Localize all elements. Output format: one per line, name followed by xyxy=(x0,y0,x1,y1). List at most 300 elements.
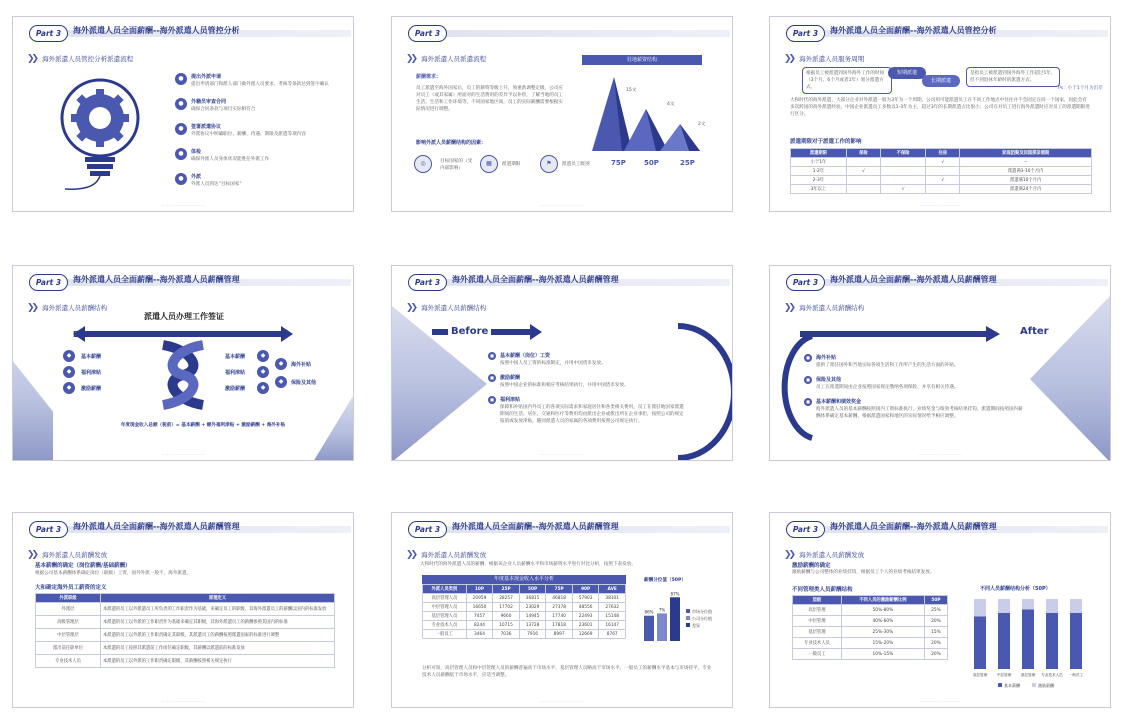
bar-label: 86% xyxy=(644,609,654,615)
table-cell: 小于1年 xyxy=(791,158,847,167)
table-cell: 28257 xyxy=(493,594,520,603)
table-cell xyxy=(846,185,880,194)
part-badge: Part 3 xyxy=(786,274,825,291)
bullet-icon: ■ xyxy=(488,374,496,382)
slide-title: 海外派遣人员全面薪酬--海外派遣人员薪酬管理 xyxy=(452,275,619,284)
factor-2 xyxy=(480,155,498,173)
bar xyxy=(657,613,667,641)
table-cell: √ xyxy=(881,185,926,194)
slide-4[interactable] xyxy=(12,265,354,461)
item-title: 保险及其他 xyxy=(816,377,842,383)
chart-title: 不同人员薪酬结构分析（50P） xyxy=(980,586,1051,592)
bar-label: 87% xyxy=(670,591,680,597)
percentile-bar-chart xyxy=(640,587,720,657)
long-term-tag: 长期派遣 xyxy=(922,75,960,87)
table-cell xyxy=(926,167,960,176)
factor-label: 派遣期限 xyxy=(502,162,521,167)
step-desc: 提出申请部门和派人部门做外派人员要求、考核等条款达到签字确认 xyxy=(191,82,329,87)
before-item-label: 激励薪酬 xyxy=(81,386,102,392)
arc-shape xyxy=(776,332,816,442)
step-number-icon: ● xyxy=(175,148,187,160)
table-cell: 27378 xyxy=(546,603,573,612)
table-row xyxy=(423,630,626,639)
slide-title: 海外派遣人员全面薪酬--海外派遣人员管控分析 xyxy=(830,26,997,35)
table-cell: 14945 xyxy=(519,612,546,621)
table-row xyxy=(791,167,1092,176)
table-cell: 中层管理 xyxy=(793,616,842,627)
section-heading: 激励薪酬的确定 xyxy=(792,563,831,569)
table-cell: √ xyxy=(926,158,960,167)
item-icon: ◆ xyxy=(257,366,269,378)
item-desc: 员工在派遣期间由企业按照国家规定缴纳各项保险，并享有相关待遇。 xyxy=(816,385,959,390)
table-cell: 本派遣的员工以外派的工作职责作为基础来确定其职级，其海外派遣员工的薪酬参照其国内的标准 xyxy=(101,616,335,629)
table-header-row xyxy=(791,149,1092,158)
level-icon: ⚑ xyxy=(540,155,558,173)
step-title: 体检 xyxy=(191,149,202,155)
footer-text: — — — — — — — — — — — xyxy=(161,203,205,207)
bullet-icon: ■ xyxy=(804,398,812,406)
legend-swatch xyxy=(686,623,690,627)
short-term-box: 根据员工被派遣到国外海外工作的时间（3个月、6个月或者1年）划分派遣方式。 xyxy=(802,67,892,94)
knot-graphic xyxy=(153,340,213,410)
slide-1[interactable] xyxy=(12,16,354,212)
table-cell: 8244 xyxy=(466,621,493,630)
subtitle: ❯❯ 海外派遣人员薪酬发放 xyxy=(784,549,865,560)
table-cell: 中层管理人员 xyxy=(423,603,467,612)
double-chevron-icon: ❯❯ xyxy=(27,53,37,64)
table-cell: 50%-80% xyxy=(841,605,924,616)
table-cell: 1-2年 xyxy=(791,167,847,176)
part-badge: Part 3 xyxy=(408,274,447,291)
table-cell: 23601 xyxy=(572,621,599,630)
column-header: AVE xyxy=(599,585,626,594)
category-label: 专业技术人员 xyxy=(1041,673,1063,677)
after-label: After xyxy=(265,330,288,339)
table-cell: 8997 xyxy=(546,630,573,639)
footer-text: — — — — — — — — — — — xyxy=(161,452,205,456)
bar-incentive xyxy=(998,599,1010,613)
item-icon: ◆ xyxy=(257,350,269,362)
table-row xyxy=(793,616,948,627)
part-badge: Part 3 xyxy=(29,521,68,538)
item-desc: 海外派遣人员的基本薪酬按照国内工资标准执行，业绩奖金与绩效考核结果挂钩，派遣期间按照国内薪酬体系确定基本薪酬，根据派遣国家和地区的实际情况给予相应调整。 xyxy=(816,407,1023,419)
table-row xyxy=(791,158,1092,167)
subtitle: ❯❯ 海外派遣人员派遣流程 xyxy=(406,53,487,64)
table-cell: 一般员工 xyxy=(423,630,467,639)
slide-title: 海外派遣人员全面薪酬--海外派遣人员薪酬管理 xyxy=(73,522,240,531)
chart-title: 薪酬分位值（50P） xyxy=(644,578,686,583)
item-title: 基本薪酬和绩效奖金 xyxy=(816,399,862,405)
before-item-label: 基本薪酬 xyxy=(81,354,102,360)
factor-label: 派遣员工级别 xyxy=(562,162,590,167)
table-cell: 派遣满24个月内 xyxy=(960,185,1092,194)
table-cell: 22493 xyxy=(572,612,599,621)
tower-label-3: 25P xyxy=(680,159,695,167)
column-header: 派遣期限 xyxy=(791,149,847,158)
table-cell: 40%-60% xyxy=(841,616,924,627)
double-chevron-icon: ❯❯ xyxy=(784,549,794,560)
table-cell: 一般员工 xyxy=(793,649,842,660)
slide-3[interactable] xyxy=(769,16,1111,212)
tower-label-2: 50P xyxy=(644,159,659,167)
tower-chart-title: 驻地薪资结构 xyxy=(582,55,702,65)
part-badge: Part 3 xyxy=(29,25,68,42)
extra-item-label: 保险及其他 xyxy=(291,380,317,386)
slide-8[interactable] xyxy=(391,512,733,708)
table-row xyxy=(791,176,1092,185)
table-cell: 高级管理层 xyxy=(36,616,101,629)
bar-base xyxy=(1070,613,1082,669)
table-cell: 13728 xyxy=(519,621,546,630)
column-header: 原理定义 xyxy=(101,594,335,603)
item-icon: ◆ xyxy=(63,366,75,378)
double-chevron-icon: ❯❯ xyxy=(406,302,416,313)
part-badge: Part 3 xyxy=(786,25,825,42)
bullet-icon: ■ xyxy=(804,376,812,384)
table-cell: 基层管理人员 xyxy=(423,612,467,621)
part-badge: Part 3 xyxy=(786,521,825,538)
double-chevron-icon: ❯❯ xyxy=(784,53,794,64)
table-cell: 本派遣的员工按照其派遣前工作岗位确定职级，其薪酬以派遣前的标准发放 xyxy=(101,642,335,655)
table-cell: 15%-20% xyxy=(841,638,924,649)
footer-text: — — — — — — — — — — — xyxy=(540,203,584,207)
table-cell: 25%-30% xyxy=(841,627,924,638)
step-desc: 确保外派人员身体状况能胜任外派工作 xyxy=(191,157,270,162)
table-cell: 7916 xyxy=(519,630,546,639)
slide-title: 海外派遣人员全面薪酬--海外派遣人员薪酬管理 xyxy=(73,275,240,284)
column-header: 住房 xyxy=(926,149,960,158)
table-cell: 38101 xyxy=(599,594,626,603)
slide-title: 海外派遣人员全面薪酬--海外派遣人员管控分析 xyxy=(73,26,240,35)
table-row xyxy=(36,629,335,642)
table-row xyxy=(423,612,626,621)
bullet-icon: ■ xyxy=(488,352,496,360)
table-row xyxy=(793,649,948,660)
double-chevron-icon: ❯❯ xyxy=(784,302,794,313)
bar-base xyxy=(1046,613,1058,669)
table-title: 大和确定海外员工薪资的定义 xyxy=(35,585,107,591)
subtitle: ❯❯ 海外派遣人员薪酬发放 xyxy=(27,549,108,560)
table-cell: √ xyxy=(846,167,880,176)
table-cell: 基层管理 xyxy=(793,627,842,638)
city-skyline-image xyxy=(1030,296,1110,461)
footer-text: — — — — — — — — — — — xyxy=(540,452,584,456)
before-label: Before xyxy=(448,326,491,337)
footer-text: — — — — — — — — — — — xyxy=(918,452,962,456)
item-desc: 提供了派驻国外和当地实际各项生活和工作所产生的生活方面的补贴。 xyxy=(816,363,959,368)
table-cell: 8767 xyxy=(599,630,626,639)
table-row xyxy=(791,185,1092,194)
table-cell: 16147 xyxy=(599,621,626,630)
step-desc: 外派协议中明确职位、薪酬、待遇、期限及派遣等项内容 xyxy=(191,132,306,137)
column-header: 50P xyxy=(519,585,546,594)
table-row xyxy=(36,616,335,629)
table-cell xyxy=(881,176,926,185)
table-cell: 20959 xyxy=(466,594,493,603)
category-label: 高层管理 xyxy=(972,673,988,677)
table-row xyxy=(36,603,335,616)
step-number-icon: ● xyxy=(175,73,187,85)
body-text: 员工派遣至海外国家后，员工的薪资等级上升，须重新调整定级，公司应对员工（或其家属）所面对的生活费用的差异予以补偿，了解当地的员工生活、生活和工作环境等，不同国家地区间，员工的实际薪酬需要根据实际情况进行调整。 xyxy=(416,86,564,112)
bar xyxy=(670,597,680,641)
double-chevron-icon: ❯❯ xyxy=(406,53,416,64)
table-row xyxy=(36,655,335,668)
category-label: 中层管理 xyxy=(996,673,1012,677)
table-cell: 10%-15% xyxy=(841,649,924,660)
table-cell: 46818 xyxy=(546,594,573,603)
table-cell: √ xyxy=(926,176,960,185)
subtitle: ❯❯ 海外派遣人员服务周期 xyxy=(784,53,865,64)
stacked-bar-chart xyxy=(968,595,1098,695)
column-header: 保险 xyxy=(846,149,880,158)
table-cell: 25% xyxy=(924,605,947,616)
column-header: 50P xyxy=(924,596,947,605)
income-table xyxy=(422,584,626,639)
table-cell: 23029 xyxy=(519,603,546,612)
table-cell: 17702 xyxy=(493,603,520,612)
tower-chart xyxy=(588,69,718,159)
calendar-icon: ▦ xyxy=(480,155,498,173)
table-cell: 48556 xyxy=(572,603,599,612)
slide-title: 海外派遣人员全面薪酬--海外派遣人员薪酬管理 xyxy=(830,522,997,531)
item-icon: ◆ xyxy=(63,350,75,362)
slide-5[interactable] xyxy=(391,265,733,461)
table-cell: 高层管理 xyxy=(793,605,842,616)
bar-incentive xyxy=(974,599,986,617)
step-title: 签署派遣协议 xyxy=(191,124,222,130)
category-label: 一般员工 xyxy=(1068,673,1084,677)
column-header: 75P xyxy=(546,585,573,594)
legend-label: 基本薪酬 xyxy=(1004,683,1020,688)
table-row xyxy=(423,594,626,603)
slide-7[interactable] xyxy=(12,512,354,708)
item-icon: ◆ xyxy=(257,382,269,394)
item-title: 基本薪酬（岗位）工资 xyxy=(500,353,551,359)
table-cell: 27632 xyxy=(599,603,626,612)
bar-incentive xyxy=(1022,599,1034,610)
bar-incentive xyxy=(1070,599,1082,613)
table-cell: 专业技术人员 xyxy=(36,655,101,668)
body-text: 根据公司基本薪酬体系确定岗位（职级）工资，国外外派一般不，海外派遣。 xyxy=(35,571,192,576)
step-title: 提出外派申请 xyxy=(191,74,222,80)
slide-title: 海外派遣人员全面薪酬--海外派遣人员薪酬管理 xyxy=(452,522,619,531)
table-cell: 3年以上 xyxy=(791,185,847,194)
item-desc: 保障和补贴国内外员工的各项实际需求和家庭居住和各类相关费用，员工在派驻地国家派遣期间的生活、居住，交通和医疗等费用均由派出企业或派出所在企业承担，按照公司的规定报销或发放津贴，随同派遣人员的家属的各项费用按照公司规定执行。 xyxy=(500,405,684,424)
note-text: 分析可知，高层管理人员和中层管理人员的薪酬普遍高于市场水平，基层管理人员略高于市场水平。一般员工的薪酬水平基本与市场持平，专业技术人员薪酬低于市场水平，应适当调整。 xyxy=(422,666,712,678)
bar-base xyxy=(998,613,1010,669)
legend-label: 激励薪酬 xyxy=(1038,683,1054,688)
subtitle: ❯❯ 海外派遣人员薪酬发放 xyxy=(406,549,487,560)
legend-swatch xyxy=(686,609,690,613)
slide-6[interactable] xyxy=(769,265,1111,461)
subtitle: ❯❯ 海外派遣人员管控分析派遣流程 xyxy=(27,53,134,64)
subtitle: ❯❯ 海外派遣人员薪酬结构 xyxy=(27,302,108,313)
bar xyxy=(644,616,654,641)
incentive-table xyxy=(792,595,948,660)
table-row xyxy=(423,621,626,630)
header-bar xyxy=(414,30,730,37)
table-title: 派遣期限对于派遣工作的影响 xyxy=(790,139,862,145)
table-cell xyxy=(846,158,880,167)
item-title: 激励薪酬 xyxy=(500,375,521,381)
step-number-icon: ● xyxy=(175,123,187,135)
step-desc: 外派人员到达“目标国家” xyxy=(191,182,242,187)
table-cell: 7036 xyxy=(493,630,520,639)
formula-text: 年度现金收入总额（税前）= 基本薪酬 + 额外福利津贴 + 激励薪酬 + 海外补贴 xyxy=(120,423,286,428)
definition-table xyxy=(35,593,335,668)
table-cell: 16650 xyxy=(466,603,493,612)
tower-label-1: 75P xyxy=(611,159,626,167)
bullet-icon: ■ xyxy=(488,396,496,404)
table-cell xyxy=(926,185,960,194)
double-chevron-icon: ❯❯ xyxy=(27,549,37,560)
table-cell: 本派遣的员工以外派的工作职责确定其职级，其派遣员工的薪酬按照派遣国家的标准进行调整 xyxy=(101,629,335,642)
column-header: 外派职级 xyxy=(36,594,101,603)
lightbulb-gear-icon xyxy=(45,73,155,198)
item-icon: ◆ xyxy=(63,382,75,394)
table-cell: 派遣满10个月内 xyxy=(960,176,1092,185)
before-item-label: 福利津贴 xyxy=(81,370,102,376)
factor-label: 目标国家的（受内部影响） xyxy=(440,159,473,171)
table-cell: 本派遣的员工以外派的工作职责确定职级，其薪酬按照相关规定执行 xyxy=(101,655,335,668)
legend-swatch xyxy=(998,683,1002,687)
item-title: 海外补贴 xyxy=(816,355,837,361)
table-cell xyxy=(881,167,926,176)
category-label: 基层管理 xyxy=(1020,673,1036,677)
table-title: 不同管理类人员薪酬结构 xyxy=(792,587,853,593)
step-desc: 确保合同条款与项目实际相符合 xyxy=(191,107,256,112)
table-cell: 派遣满3-10个月内 xyxy=(960,167,1092,176)
note-text: Ps：小于1个月为出差 xyxy=(1058,86,1103,91)
table-cell: 17740 xyxy=(546,612,573,621)
tower-value-3: 2文 xyxy=(698,122,706,127)
table-row xyxy=(793,627,948,638)
column-header: 外派人员类别 xyxy=(423,585,467,594)
table-cell xyxy=(881,158,926,167)
table-cell: 15% xyxy=(924,627,947,638)
city-skyline-image xyxy=(13,336,53,461)
body-text: 激励薪酬与公司整体的业绩挂钩，根据员工个人的业绩考核结果发放。 xyxy=(792,570,935,575)
after-label: After xyxy=(1020,326,1049,337)
legend-label: 市场分位值 xyxy=(692,609,712,614)
subtitle: ❯❯ 海外派遣人员薪酬结构 xyxy=(784,302,865,313)
arc-shape xyxy=(674,322,733,461)
table-cell: 20% xyxy=(924,616,947,627)
intro-text: 大和时代的海外派遣人员的薪酬，根据该企业人员薪酬水平和市场薪资水平进行对比分析，按照下表发放。 xyxy=(420,562,636,567)
bar-incentive xyxy=(1046,599,1058,613)
column-header: 90P xyxy=(572,585,599,594)
table-cell: 20% xyxy=(924,638,947,649)
double-chevron-icon: ❯❯ xyxy=(406,549,416,560)
tower-value-1: 15文 xyxy=(626,88,637,93)
step-title: 外籍员审查合同 xyxy=(191,99,227,105)
globe-icon: ◎ xyxy=(414,155,432,173)
double-chevron-icon: ❯❯ xyxy=(27,302,37,313)
table-cell: 专业技术人员 xyxy=(423,621,467,630)
table-cell: 高层管理人员 xyxy=(423,594,467,603)
table-cell: -- xyxy=(960,158,1092,167)
bar-base xyxy=(974,617,986,670)
table-cell: 10715 xyxy=(493,621,520,630)
item-desc: 按照中国企业的标准和相应考核结果执行，并用中国货币发放。 xyxy=(500,383,629,388)
arrow-shape xyxy=(800,326,1000,342)
legend-swatch xyxy=(1032,683,1036,687)
footer-text: — — — — — — — — — — — xyxy=(918,699,962,703)
table-title: 年度基本现金收入水平分析 xyxy=(422,575,626,584)
column-header: 不同人员的激励薪酬比例 xyxy=(841,596,924,605)
tower-value-2: 4文 xyxy=(667,102,675,107)
table-cell: 2-3年 xyxy=(791,176,847,185)
banner: 派遣人员办理工作签证 xyxy=(144,312,224,321)
slide-9[interactable] xyxy=(769,512,1111,708)
footer-text: — — — — — — — — — — — xyxy=(161,699,205,703)
table-cell: 20% xyxy=(924,649,947,660)
body-text: 大和时代的海外派遣，大部分企业对外派遣一般为3年为一个周期，公司用可能派遣员工在不同工作地点中往往并不会固定在同一个国家，因此会有多次跨国的海外派遣经验，中国企业派遣员工多数以1-3年为主，超过3年的长期派遣占比很小；公司在对员工进行海外派遣时应对员工的派遣期限进行区分。 xyxy=(790,98,1090,117)
legend-label: 公司分位值 xyxy=(692,616,712,621)
table-header-row xyxy=(793,596,948,605)
extra-item-icon: ◆ xyxy=(275,358,287,370)
extra-item-label: 海外补贴 xyxy=(291,362,312,368)
table-cell: 专业技术人员 xyxy=(793,638,842,649)
column-header: 层级 xyxy=(793,596,842,605)
step-number-icon: ● xyxy=(175,173,187,185)
table-cell: 派出前任职单位 xyxy=(36,642,101,655)
table-cell: 17818 xyxy=(546,621,573,630)
before-label: Before xyxy=(73,330,103,339)
table-cell: 15148 xyxy=(599,612,626,621)
legend-label: 差异 xyxy=(692,623,700,628)
part-badge: Part 3 xyxy=(408,521,447,538)
table-row xyxy=(793,605,948,616)
legend-swatch xyxy=(686,616,690,620)
table-row xyxy=(423,603,626,612)
item-desc: 按照中国人员工资的标准制定，并用中国货币发放。 xyxy=(500,361,606,366)
table-cell xyxy=(846,176,880,185)
slide-2[interactable] xyxy=(391,16,733,212)
table-cell: 9660 xyxy=(493,612,520,621)
column-header: 家庭团聚及回国探亲假期 xyxy=(960,149,1092,158)
extra-item-icon: ◆ xyxy=(275,376,287,388)
table-header-row xyxy=(36,594,335,603)
slide-title: 海外派遣人员全面薪酬--海外派遣人员薪酬管理 xyxy=(830,275,997,284)
table-cell: 中层管理层 xyxy=(36,629,101,642)
table-cell: 本派遣的员工以外派遣员工所负责的工作职责作为基础，来确定员工的职级，其海外派遣员工的薪酬以国内的标准发放 xyxy=(101,603,335,616)
bullet-icon: ■ xyxy=(804,354,812,362)
part-badge: Part 3 xyxy=(29,274,68,291)
item-title: 福利津贴 xyxy=(500,397,521,403)
footer-text: — — — — — — — — — — — xyxy=(918,203,962,207)
part-badge: Part 3 xyxy=(408,25,447,42)
after-item-label: 基本薪酬 xyxy=(225,354,246,360)
footer-text: — — — — — — — — — — — xyxy=(540,699,584,703)
step-title: 外派 xyxy=(191,174,202,180)
bar-label: 7% xyxy=(658,607,666,613)
column-header: 25P xyxy=(493,585,520,594)
long-term-box: 是指员工被派遣到国外海外工作超过1年，但不到退休年龄时的派遣方式。 xyxy=(966,67,1060,87)
column-header: 10P xyxy=(466,585,493,594)
factor-3 xyxy=(540,155,558,173)
table-cell: 12669 xyxy=(572,630,599,639)
subtitle: ❯❯ 海外派遣人员薪酬结构 xyxy=(406,302,487,313)
section-heading: 基本薪酬的确定（岗位薪酬/基础薪酬） xyxy=(35,563,131,569)
table-cell: 3464 xyxy=(466,630,493,639)
step-number-icon: ● xyxy=(175,98,187,110)
table-cell: 7457 xyxy=(466,612,493,621)
table-row xyxy=(793,638,948,649)
short-term-tag: 短期派遣 xyxy=(888,67,926,79)
column-header: 不保险 xyxy=(881,149,926,158)
table-row xyxy=(36,642,335,655)
